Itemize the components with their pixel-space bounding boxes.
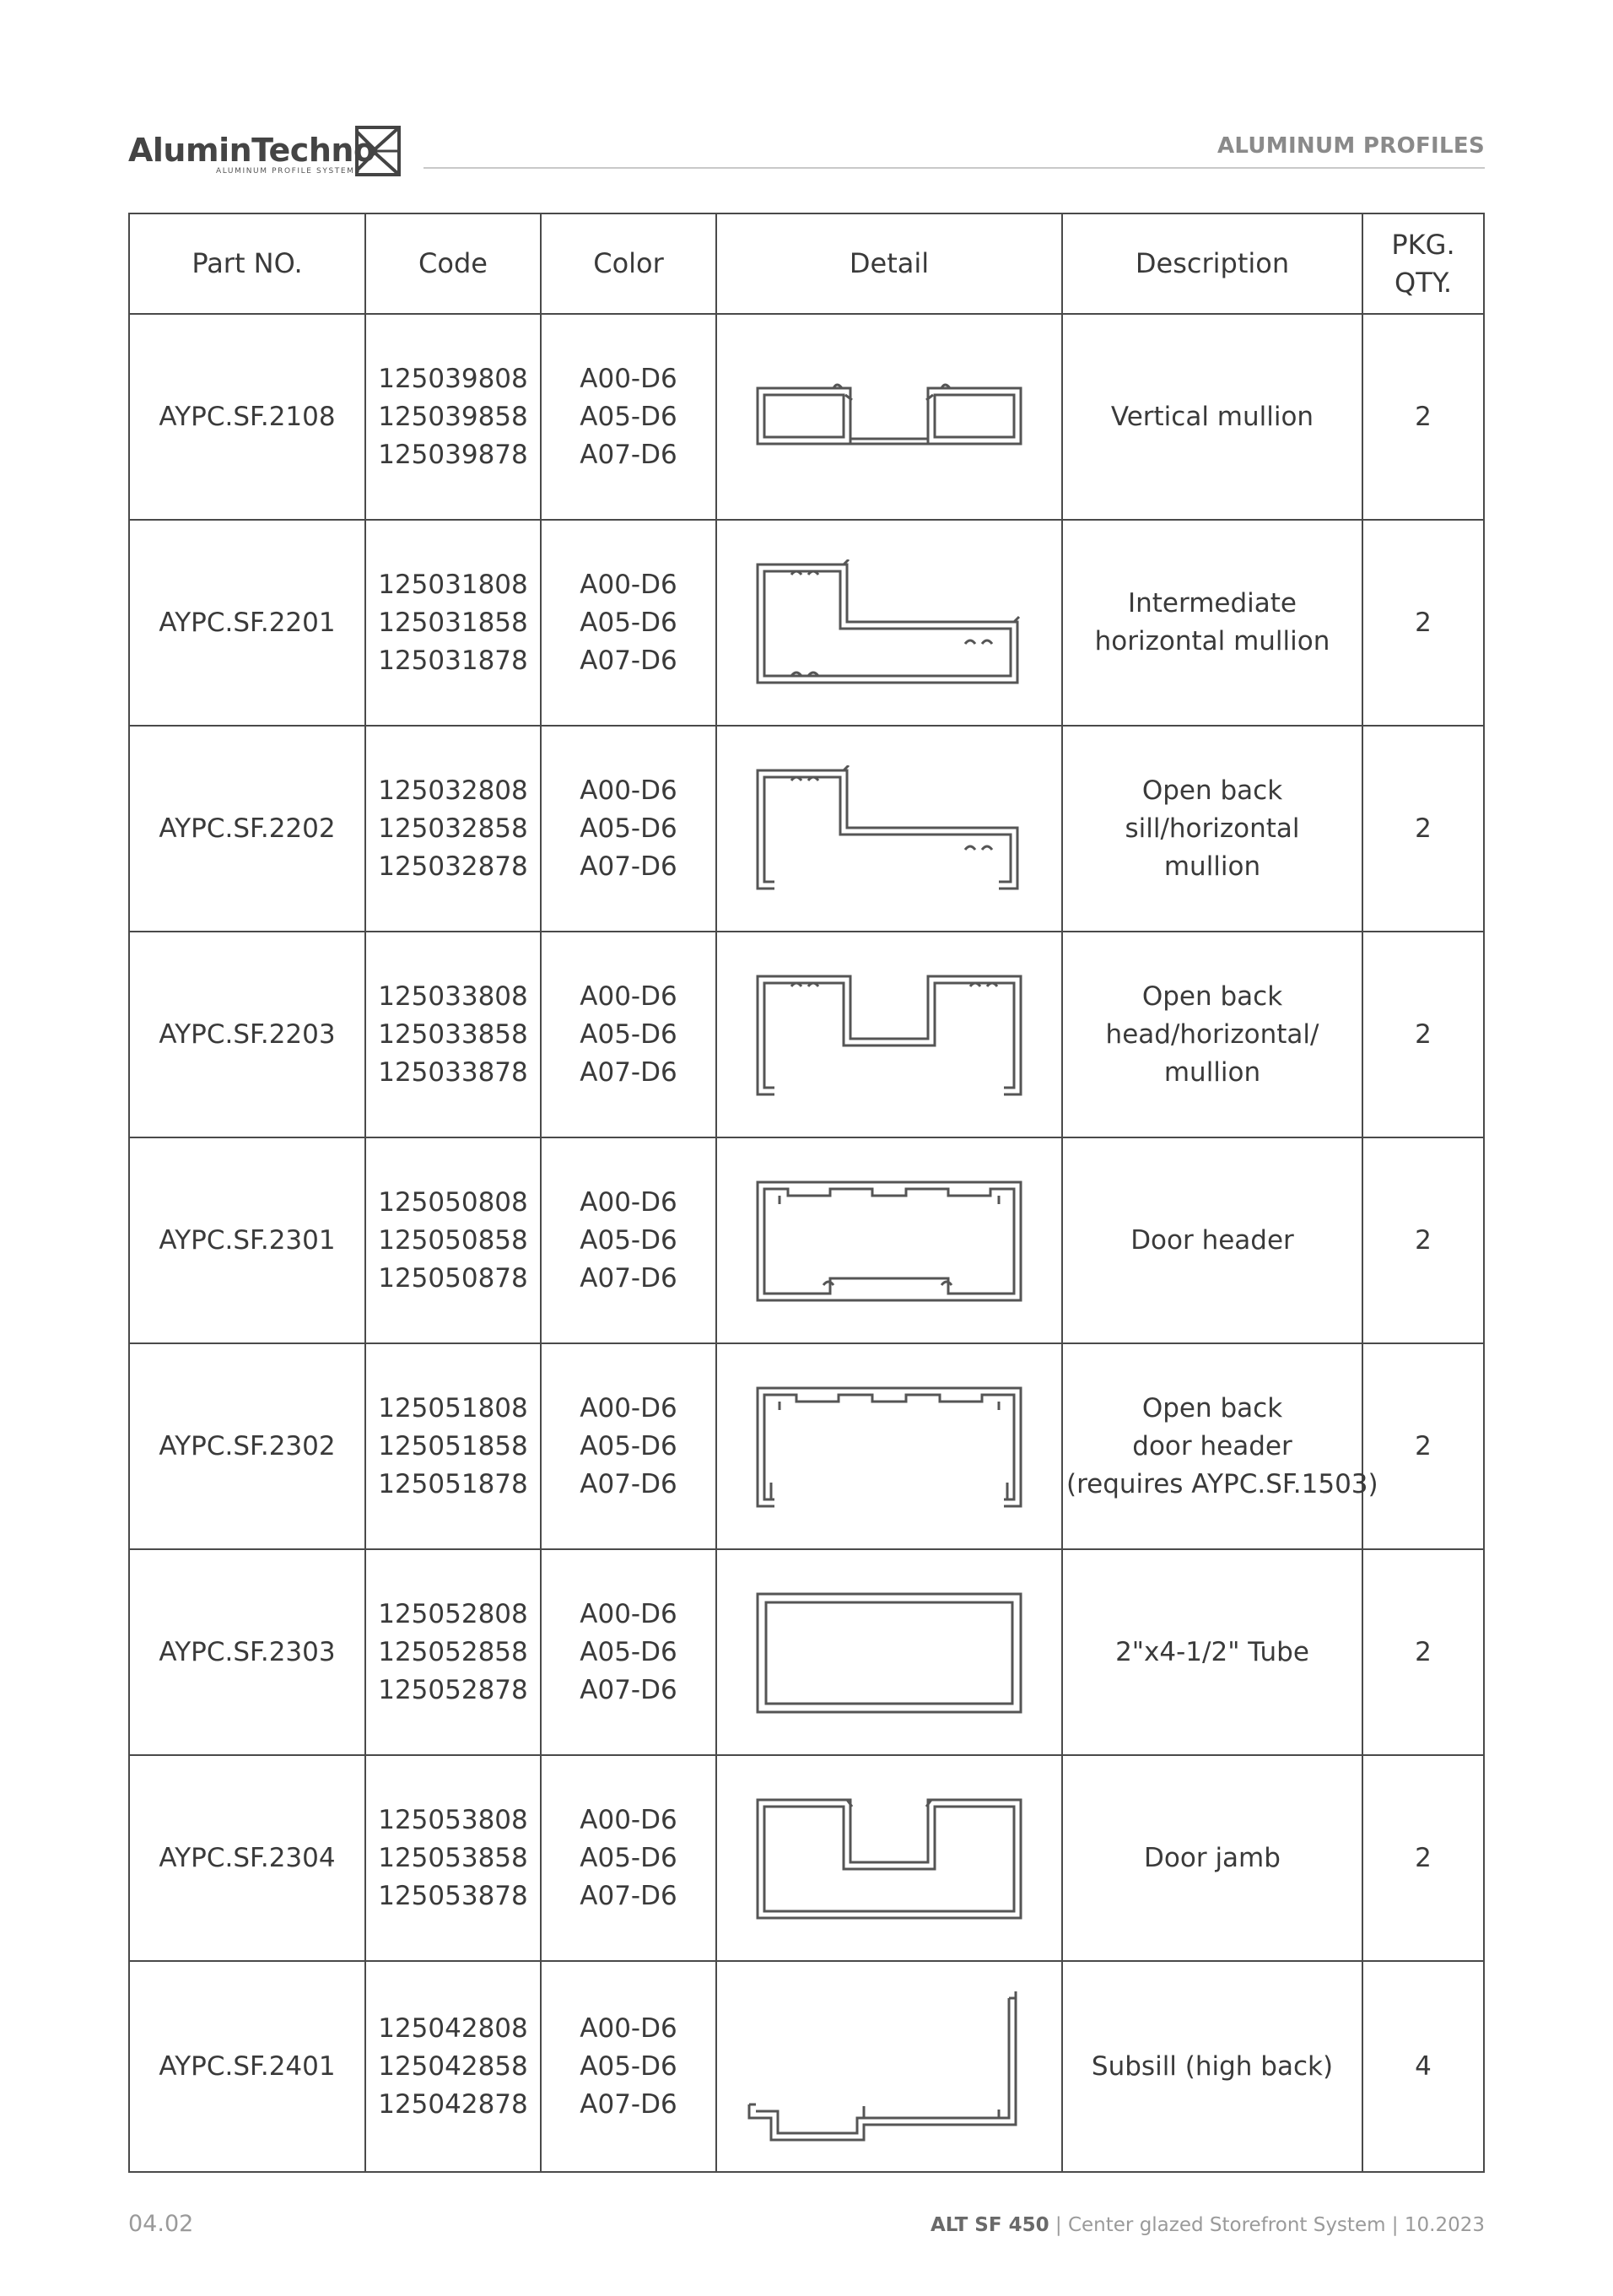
color-value: A07-D6 <box>580 1262 677 1294</box>
code-value: 125033858 <box>378 1018 528 1050</box>
pkg-qty: 2 <box>1362 1343 1484 1549</box>
intermediate-horizontal-mullion-profile-drawing <box>754 559 1024 686</box>
code-list <box>365 1755 541 1961</box>
profile-detail <box>716 520 1062 726</box>
code-value: 125053878 <box>378 1880 528 1911</box>
color-value: A00-D6 <box>580 775 677 806</box>
code-value: 125051808 <box>378 1392 528 1424</box>
open-back-door-header-profile-drawing <box>754 1383 1024 1510</box>
code-list <box>365 1137 541 1343</box>
part-number: AYPC.SF.2201 <box>129 520 365 726</box>
header-divider <box>423 167 1485 169</box>
description-line: Subsill (high back) <box>1091 2050 1334 2082</box>
profile-detail <box>716 314 1062 520</box>
code-value: 125033808 <box>378 981 528 1012</box>
code-value: 125039858 <box>378 401 528 432</box>
description-line: sill/horizontal <box>1125 813 1300 844</box>
description <box>1062 726 1362 932</box>
part-number: AYPC.SF.2302 <box>129 1343 365 1549</box>
description <box>1062 932 1362 1137</box>
code-value: 125033878 <box>378 1056 528 1088</box>
profile-detail <box>716 1755 1062 1961</box>
description-line: Door jamb <box>1144 1842 1281 1873</box>
description-line: Intermediate <box>1127 588 1297 619</box>
color-value: A00-D6 <box>580 1804 677 1835</box>
description-line: Door header <box>1130 1224 1294 1256</box>
part-number: AYPC.SF.2203 <box>129 932 365 1137</box>
color-value: A00-D6 <box>580 1392 677 1424</box>
profile-detail <box>716 1137 1062 1343</box>
part-number: AYPC.SF.2303 <box>129 1549 365 1755</box>
color-value: A07-D6 <box>580 2088 677 2120</box>
color-value: A00-D6 <box>580 363 677 394</box>
code-value: 125053808 <box>378 1804 528 1835</box>
description-line: Open back <box>1141 1392 1283 1424</box>
code-value: 125031878 <box>378 645 528 676</box>
description <box>1062 314 1362 520</box>
code-value: 125053858 <box>378 1842 528 1873</box>
color-value: A00-D6 <box>580 2012 677 2044</box>
footer-date: 10.2023 <box>1404 2214 1485 2236</box>
color-value: A05-D6 <box>580 401 677 432</box>
footer-product: ALT SF 450 <box>930 2214 1049 2236</box>
footer-separator: | <box>1385 2214 1405 2236</box>
code-value: 125051858 <box>378 1430 528 1461</box>
table-row <box>129 726 1484 932</box>
code-list <box>365 1961 541 2172</box>
description-line: mullion <box>1163 851 1261 882</box>
code-value: 125032878 <box>378 851 528 882</box>
color-value: A05-D6 <box>580 2050 677 2082</box>
open-back-sill-profile-drawing <box>754 765 1024 892</box>
profile-detail <box>716 1343 1062 1549</box>
col-detail: Detail <box>716 213 1062 314</box>
description <box>1062 520 1362 726</box>
table-row <box>129 932 1484 1137</box>
table-header-row <box>129 213 1484 314</box>
table-row <box>129 1343 1484 1549</box>
footer-system: Center glazed Storefront System <box>1067 2214 1386 2236</box>
color-list <box>541 1755 716 1961</box>
table-row <box>129 1961 1484 2172</box>
brand-mark-icon <box>354 125 402 177</box>
color-value: A07-D6 <box>580 439 677 470</box>
description-line: head/horizontal/ <box>1105 1018 1319 1050</box>
color-list <box>541 1961 716 2172</box>
color-list <box>541 932 716 1137</box>
code-value: 125050878 <box>378 1262 528 1294</box>
color-list <box>541 1343 716 1549</box>
page-header <box>128 125 1485 179</box>
color-value: A05-D6 <box>580 607 677 638</box>
pkg-qty: 2 <box>1362 520 1484 726</box>
brand-tagline: ALUMINUM PROFILE SYSTEMS <box>216 167 361 176</box>
color-value: A07-D6 <box>580 645 677 676</box>
color-value: A00-D6 <box>580 1598 677 1629</box>
col-pkg-qty: PKG. QTY. <box>1362 213 1484 314</box>
col-code: Code <box>365 213 541 314</box>
profiles-table <box>128 213 1485 2173</box>
description <box>1062 1343 1378 1549</box>
color-value: A07-D6 <box>580 1056 677 1088</box>
code-list <box>365 932 541 1137</box>
description <box>1062 1137 1362 1343</box>
code-value: 125052858 <box>378 1636 528 1667</box>
part-number: AYPC.SF.2401 <box>129 1961 365 2172</box>
pkg-qty: 2 <box>1362 1549 1484 1755</box>
table-row <box>129 314 1484 520</box>
pkg-qty: 2 <box>1362 726 1484 932</box>
subsill-profile-drawing <box>746 1986 1033 2147</box>
description-line: door header <box>1132 1430 1292 1461</box>
footer-separator: | <box>1049 2214 1068 2236</box>
part-number: AYPC.SF.2304 <box>129 1755 365 1961</box>
page-number: 04.02 <box>128 2211 194 2237</box>
door-jamb-profile-drawing <box>754 1795 1024 1921</box>
code-list <box>365 1343 541 1549</box>
part-number: AYPC.SF.2108 <box>129 314 365 520</box>
code-value: 125052808 <box>378 1598 528 1629</box>
pkg-qty: 2 <box>1362 932 1484 1137</box>
door-header-profile-drawing <box>754 1177 1024 1304</box>
code-value: 125050858 <box>378 1224 528 1256</box>
profile-detail <box>716 726 1062 932</box>
section-title: ALUMINUM PROFILES <box>1217 133 1485 159</box>
code-list <box>365 726 541 932</box>
color-value: A00-D6 <box>580 1186 677 1218</box>
color-value: A05-D6 <box>580 1430 677 1461</box>
color-value: A07-D6 <box>580 851 677 882</box>
pkg-qty: 2 <box>1362 314 1484 520</box>
color-value: A05-D6 <box>580 813 677 844</box>
description-line: Vertical mullion <box>1110 401 1314 432</box>
color-list <box>541 1549 716 1755</box>
code-value: 125042808 <box>378 2012 528 2044</box>
description-line: Open back <box>1141 775 1283 806</box>
code-list <box>365 1549 541 1755</box>
color-value: A05-D6 <box>580 1842 677 1873</box>
tube-profile-drawing <box>754 1589 1024 1715</box>
table-row <box>129 520 1484 726</box>
color-value: A05-D6 <box>580 1224 677 1256</box>
color-value: A05-D6 <box>580 1018 677 1050</box>
color-list <box>541 726 716 932</box>
code-value: 125031858 <box>378 607 528 638</box>
brand-name: AluminTechno <box>128 132 375 169</box>
code-value: 125039808 <box>378 363 528 394</box>
code-value: 125031808 <box>378 569 528 600</box>
footer-info <box>931 2214 1485 2236</box>
description-line: Open back <box>1141 981 1283 1012</box>
description <box>1062 1549 1362 1755</box>
description-line: (requires AYPC.SF.1503) <box>1066 1468 1378 1499</box>
col-color: Color <box>541 213 716 314</box>
code-value: 125032808 <box>378 775 528 806</box>
description-line: mullion <box>1163 1056 1261 1088</box>
table-row <box>129 1755 1484 1961</box>
color-value: A07-D6 <box>580 1880 677 1911</box>
profile-detail <box>716 1961 1062 2172</box>
col-description: Description <box>1062 213 1362 314</box>
code-value: 125042858 <box>378 2050 528 2082</box>
description-line: horizontal mullion <box>1094 626 1330 656</box>
color-value: A05-D6 <box>580 1636 677 1667</box>
part-number: AYPC.SF.2301 <box>129 1137 365 1343</box>
table-row <box>129 1549 1484 1755</box>
code-value: 125051878 <box>378 1468 528 1499</box>
code-value: 125042878 <box>378 2088 528 2120</box>
color-list <box>541 1137 716 1343</box>
color-value: A00-D6 <box>580 569 677 600</box>
code-value: 125050808 <box>378 1186 528 1218</box>
code-value: 125032858 <box>378 813 528 844</box>
code-list <box>365 520 541 726</box>
pkg-qty: 2 <box>1362 1755 1484 1961</box>
code-list <box>365 314 541 520</box>
profile-detail <box>716 1549 1062 1755</box>
pkg-qty: 2 <box>1362 1137 1484 1343</box>
code-value: 125052878 <box>378 1674 528 1705</box>
color-list <box>541 520 716 726</box>
profile-detail <box>716 932 1062 1137</box>
color-value: A07-D6 <box>580 1674 677 1705</box>
description <box>1062 1755 1362 1961</box>
col-part-no: Part NO. <box>129 213 365 314</box>
description <box>1062 1961 1362 2172</box>
part-number: AYPC.SF.2202 <box>129 726 365 932</box>
vertical-mullion-profile-drawing <box>754 383 1024 451</box>
pkg-qty: 4 <box>1362 1961 1484 2172</box>
color-list <box>541 314 716 520</box>
color-value: A00-D6 <box>580 981 677 1012</box>
code-value: 125039878 <box>378 439 528 470</box>
open-back-head-profile-drawing <box>754 971 1024 1098</box>
color-value: A07-D6 <box>580 1468 677 1499</box>
table-row <box>129 1137 1484 1343</box>
description-line: 2"x4-1/2" Tube <box>1115 1636 1309 1667</box>
